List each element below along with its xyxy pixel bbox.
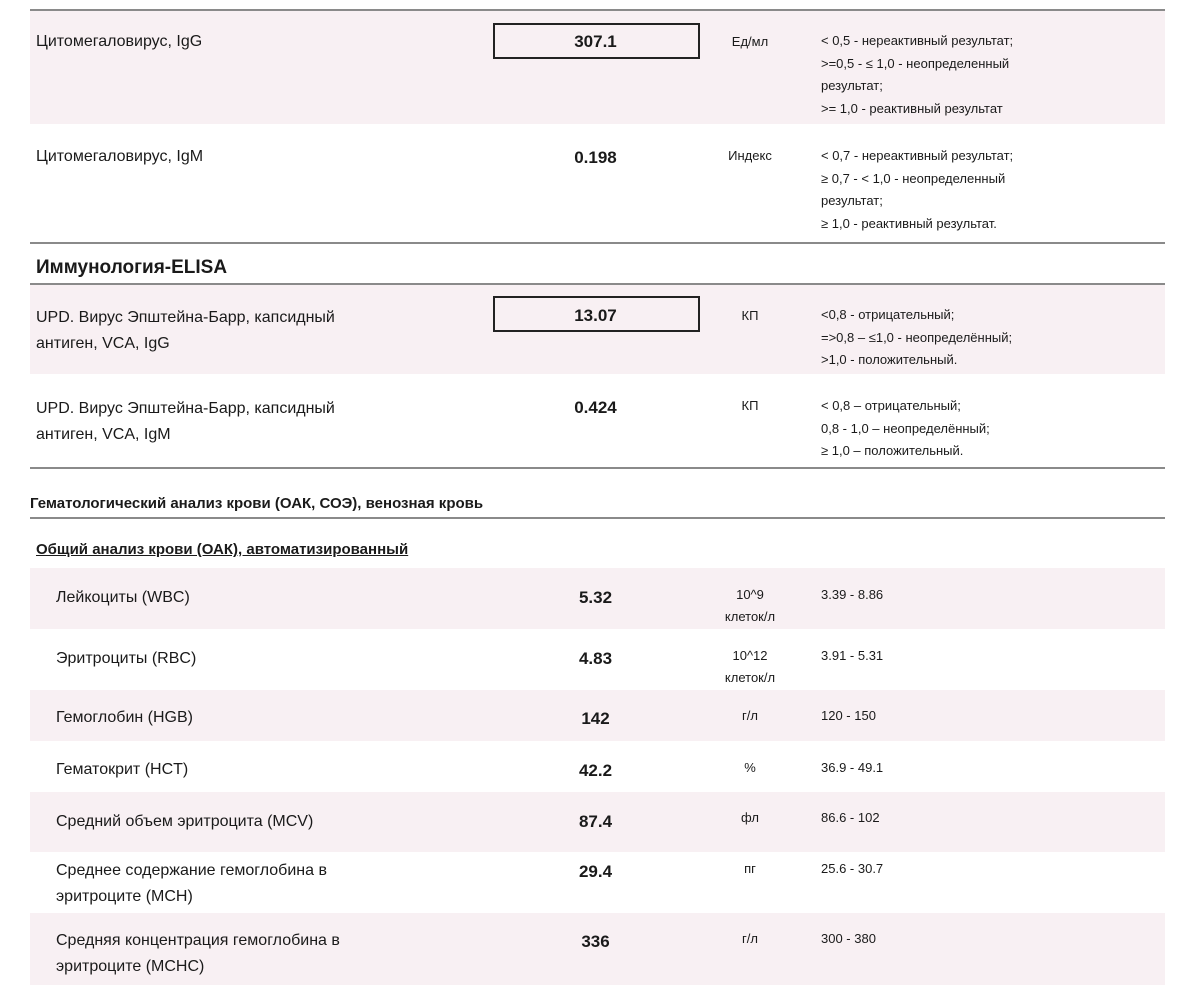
table-row (30, 913, 1165, 985)
test-unit: г/л (742, 708, 758, 723)
test-value: 29.4 (578, 862, 613, 881)
section-title-elisa: Иммунология-ELISA (36, 257, 228, 278)
test-value: 87.4 (578, 812, 613, 831)
test-name: Среднее содержание гемоглобина в эритроците (MCH) (56, 862, 327, 905)
test-unit: 10^12 клеток/л (724, 648, 776, 685)
table-row (30, 124, 1165, 242)
table-row (30, 11, 1165, 124)
test-value: 42.2 (578, 761, 613, 780)
test-value: 336 (581, 932, 610, 951)
table-row (30, 792, 1165, 852)
reference-range: <0,8 - отрицательный; =>0,8 – ≤1,0 - неопределённый; >1,0 - положительный. (821, 307, 1013, 367)
test-name: Гематокрит (HCT) (56, 761, 189, 778)
table-row (30, 741, 1165, 792)
reference-range: 300 - 380 (821, 931, 876, 946)
test-unit: фл (741, 810, 759, 825)
reference-range: < 0,8 – отрицательный; 0,8 - 1,0 – неопределённый; ≥ 1,0 – положительный. (821, 398, 990, 458)
subsection-title-cbc: Общий анализ крови (ОАК), автоматизированный (36, 541, 409, 558)
test-unit: Ед/мл (731, 34, 769, 49)
test-unit: пг (744, 861, 756, 876)
test-name: Лейкоциты (WBC) (56, 589, 190, 606)
test-name: Гемоглобин (HGB) (56, 709, 193, 726)
table-row (30, 374, 1165, 467)
test-name: Цитомегаловирус, IgG (36, 33, 203, 50)
test-name: Средняя концентрация гемоглобина в эритроците (MCHC) (56, 932, 340, 975)
test-name: Эритроциты (RBC) (56, 650, 197, 667)
reference-range: 3.39 - 8.86 (821, 587, 884, 602)
reference-range: 36.9 - 49.1 (821, 760, 884, 775)
test-unit: Индекс (728, 148, 772, 163)
test-name: UPD. Вирус Эпштейна-Барр, капсидный антиген, VCA, IgG (36, 309, 335, 352)
reference-range: 120 - 150 (821, 708, 876, 723)
divider (30, 467, 1165, 469)
test-unit: 10^9 клеток/л (724, 587, 776, 624)
test-value: 0.424 (574, 398, 617, 417)
reference-range: < 0,5 - нереактивный результат; >=0,5 - ≤ 1,0 - неопределенный результат; >= 1,0 - реактивный результат (821, 33, 1014, 116)
reference-range: 25.6 - 30.7 (821, 861, 884, 876)
reference-range: 3.91 - 5.31 (821, 648, 884, 663)
table-row (30, 285, 1165, 374)
test-value: 13.07 (574, 306, 617, 325)
test-value: 4.83 (578, 649, 613, 668)
table-row (30, 852, 1165, 913)
section-title-hematology: Гематологический анализ крови (ОАК, СОЭ), венозная кровь (30, 495, 484, 512)
test-value: 307.1 (574, 32, 617, 51)
divider (30, 517, 1165, 519)
reference-range: < 0,7 - нереактивный результат; ≥ 0,7 - < 1,0 - неопределенный результат; ≥ 1,0 - реактивный результат. (821, 148, 1014, 231)
test-unit: г/л (742, 931, 758, 946)
table-row (30, 629, 1165, 690)
reference-range: 86.6 - 102 (821, 810, 880, 825)
test-value: 0.198 (574, 148, 617, 167)
test-unit: КП (741, 398, 759, 413)
test-name: UPD. Вирус Эпштейна-Барр, капсидный антиген, VCA, IgM (36, 400, 335, 443)
test-value: 142 (581, 709, 610, 728)
test-name: Цитомегаловирус, IgM (36, 148, 204, 165)
test-name: Средний объем эритроцита (MCV) (56, 813, 314, 830)
test-unit: % (744, 760, 756, 775)
table-row (30, 690, 1165, 741)
table-row (30, 568, 1165, 629)
test-unit: КП (741, 308, 759, 323)
test-value: 5.32 (578, 588, 613, 607)
divider (30, 242, 1165, 244)
